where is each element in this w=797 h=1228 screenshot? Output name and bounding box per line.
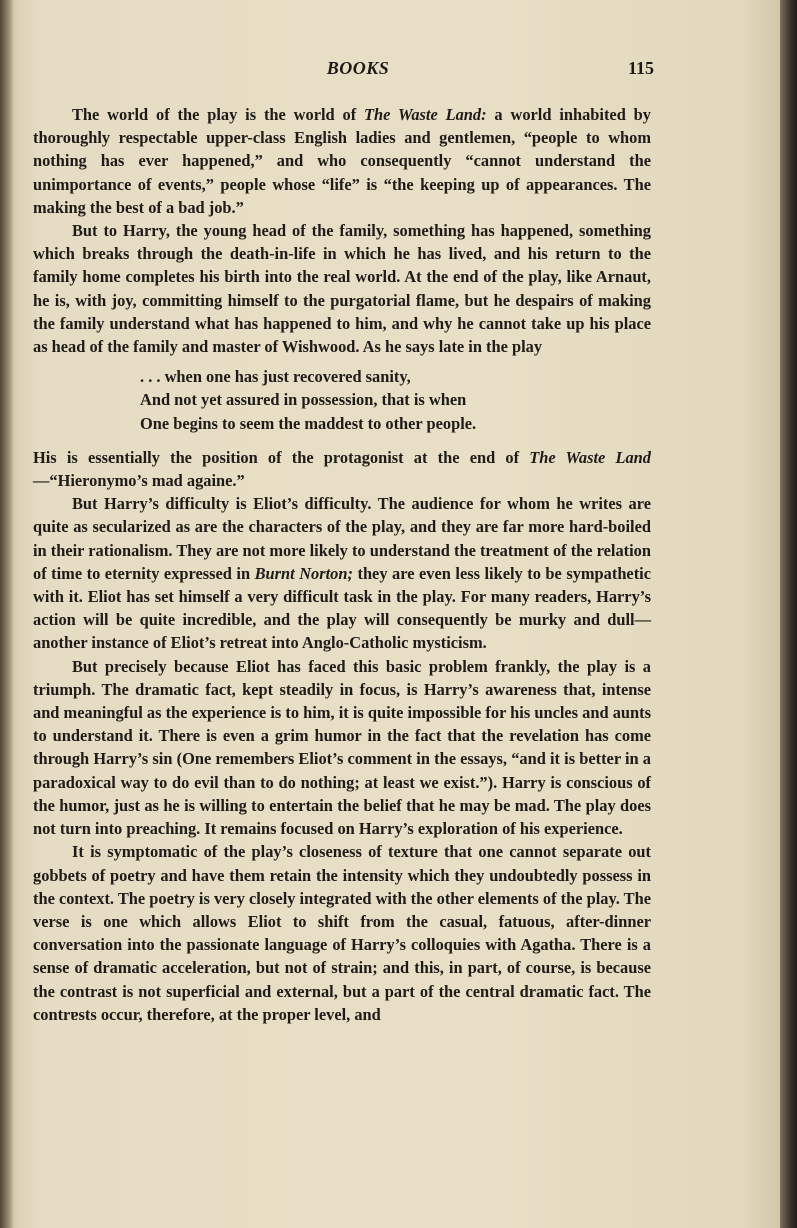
body-text bbox=[33, 103, 651, 1026]
paragraph-texture: It is symptomatic of the play’s closeness of texture that one cannot separate out gobbets of poetry and have them retain the intensity which they undoubtedly possess in the context. The poetry is very closely integrated with the other elements of the play. The verse is one which allows Eliot to shift from the casual, fatuous, after-dinner conversation into the passionate language of Harry’s colloquies with Agatha. There is a sense of dramatic acceleration, but not of strain; and this, in part, of course, is because the contrast is not superficial and external, but a part of the central dramatic fact. The contrɐsts occur, therefore, at the proper level, and bbox=[33, 842, 651, 1024]
text-run: But Harry’s difficulty is Eliot’s difficulty. The audience for whom he writes are quite as secularized as are the characters of the play, and they are far more hard-boiled in their rationalism. They are not more likely to understand the treatment of the relation of time to eternity expressed in bbox=[33, 494, 651, 583]
running-title: BOOKS bbox=[326, 58, 390, 78]
spine-shadow bbox=[0, 0, 14, 1228]
italic-title: Burnt Norton; bbox=[254, 563, 353, 583]
paragraph-waste-land-world bbox=[33, 103, 651, 219]
paragraph-harry: But to Harry, the young head of the family, something has happened, something which breaks through the death-in-life in which he has lived, and his return to the family home completes his birth into the real world. At the end of the play, like Arnaut, he is, with joy, committing himself to the purgatorial flame, but he despairs of making the family understand what has happened to him, and why he cannot take up his place as head of the family and master of Wishwood. As he says late in the play bbox=[33, 221, 651, 357]
verse-line: . . . when one has just recovered sanity, bbox=[140, 367, 411, 387]
verse-line: And not yet assured in possession, that is when bbox=[140, 390, 467, 410]
page-edge bbox=[780, 0, 797, 1228]
paragraph-difficulty bbox=[33, 492, 651, 654]
text-run: His is essentially the position of the protagonist at the end of bbox=[33, 447, 530, 467]
text-run: a world inhabited by thoroughly respectable upper-class English ladies and gentlemen, “people to whom nothing has ever happened,” and who consequently “cannot understand the unimportance of events,” people whose “life” is “the keeping up of appearances. The making the best of a bad job.” bbox=[33, 105, 651, 217]
italic-title: The Waste Land: bbox=[364, 105, 487, 124]
verse-line: One begins to seem the maddest to other people. bbox=[140, 413, 477, 433]
paragraph-protagonist bbox=[33, 446, 651, 492]
paragraph-triumph: But precisely because Eliot has faced this basic problem frankly, the play is a triumph. The dramatic fact, kept steadily in focus, is Harry’s awareness that, intense and meaningful as the experience is to him, it is quite impossible for his uncles and aunts to understand it. There is even a grim humor in the fact that the revelation has come through Harry’s sin (One remembers Eliot’s comment in the essays, “and it is better in a paradoxical way to do evil than to do nothing; at least we exist.”). Harry is conscious of the humor, just as he is willing to entertain the belief that he may be mad. The play does not turn into preaching. It remains focused on Harry’s exploration of his experience. bbox=[33, 656, 651, 839]
italic-title: The Waste Land bbox=[529, 447, 651, 467]
page-number: 115 bbox=[627, 58, 654, 78]
text-run: they are even less likely to be sympathetic with it. Eliot has set himself a very difficult task in the play. For many readers, Harry’s action will be quite incredible, and the play will consequently be murky and dull—another instance of Eliot’s retreat into Anglo-Catholic mysticism. bbox=[33, 563, 651, 653]
text-run: The world of the play is the world of bbox=[72, 105, 365, 124]
running-head bbox=[62, 58, 654, 88]
text-run: —“Hieronymo’s mad againe.” bbox=[33, 471, 245, 491]
verse-quotation bbox=[140, 365, 651, 435]
